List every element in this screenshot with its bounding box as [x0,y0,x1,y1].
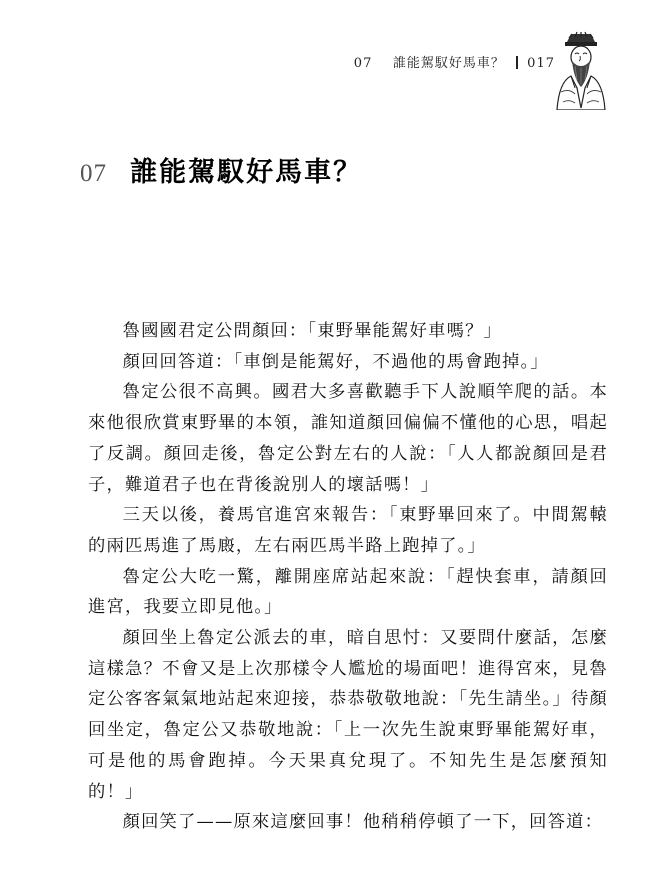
header-page-number: 017 [527,56,555,71]
header-separator [516,56,518,69]
confucius-portrait-icon [551,30,611,110]
paragraph: 魯國國君定公問顏回：「東野畢能駕好車嗎？」 [122,321,503,341]
chapter-number: 07 [80,160,107,187]
header-chapter-title: 誰能駕馭好馬車？ [392,56,505,71]
chapter-title: 誰能駕馭好馬車？ [130,157,363,188]
body-text [88,316,608,838]
running-header [354,52,555,71]
paragraph: 魯定公很不高興。國君大多喜歡聽手下人說順竿爬的話。本來他很欣賞東野畢的本領，誰知道顏回偏偏不懂他的心思，唱起了反調。顏回走後，魯定公對左右的人說：「人人都說顏回是君子，難道君子也在背後說別人的壞話嗎！」 [88,382,608,495]
chapter-heading [80,150,362,189]
header-chapter-number: 07 [353,56,373,71]
paragraph: 顏回笑了——原來這麼回事！他稍稍停頓了一下，回答道： [122,812,604,833]
paragraph: 三天以後，養馬官進宮來報告：「東野畢回來了。中間駕轅的兩匹馬進了馬廄，左右兩匹馬半路上跑掉了。」 [88,505,608,556]
paragraph: 魯定公大吃一驚，離開座席站起來說：「趕快套車，請顏回進宮，我要立即見他。」 [88,566,608,618]
paragraph: 顏回坐上魯定公派去的車，暗自思忖：又要問什麼話，怎麼這樣急？不會又是上次那樣令人尷尬的場面吧！進得宮來，見魯定公客客氣氣地站起來迎接，恭恭敬敬地說：「先生請坐。」待顏回坐定，魯定公又恭敬地說：「上一次先生說東野畢能駕好車，可是他的馬會跑掉。今天果真兌現了。不知先生是怎麼預知的！」 [88,628,608,802]
paragraph: 顏回回答道：「車倒是能駕好，不過他的馬會跑掉。」 [122,351,549,372]
